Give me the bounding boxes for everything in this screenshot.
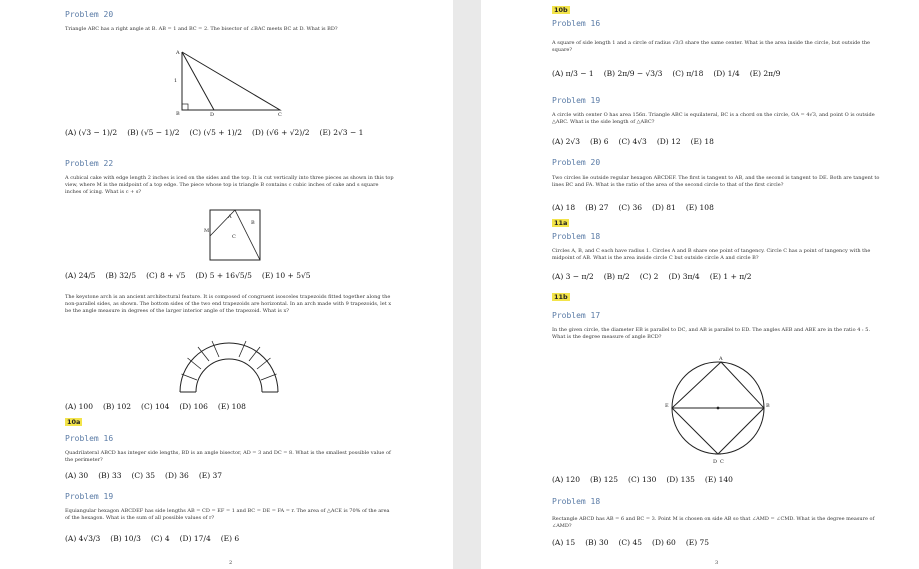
problem-20-choices — [65, 128, 363, 137]
problem-16-choices — [65, 471, 222, 480]
choice-c: (C) 45 — [618, 538, 643, 547]
label-a: A — [719, 356, 723, 362]
choice-e: (E) 108 — [685, 203, 714, 212]
choice-a: (A) 15 — [552, 538, 576, 547]
choice-e: (E) 1 + π/2 — [709, 272, 752, 281]
choice-e: (E) 2π/9 — [749, 69, 781, 78]
label-c: C — [232, 234, 236, 240]
contest-tag-11b: 11b — [554, 293, 568, 301]
page-number: 3 — [715, 560, 719, 566]
choice-b: (B) 33 — [98, 471, 122, 480]
choice-e: (E) 140 — [704, 475, 733, 484]
cake-top-view-figure — [204, 206, 266, 262]
choice-b: (B) 32/5 — [105, 271, 137, 280]
choice-a: (A) (√3 − 1)/2 — [65, 128, 118, 137]
arch-problem-text: The keystone arch is an ancient architectural feature. It is composed of congruent isosceles trapezoids fitted together along the non-parallel sides, as shown. The bottom sides of the two end trapezoids are horizontal. In an arch made with 9 trapezoids, let x be the angle measure in degrees of the larger interior angle of the trapezoid. What is x? — [65, 294, 392, 314]
choice-b: (B) 125 — [589, 475, 619, 484]
label-d: D — [713, 459, 718, 465]
choice-c: (C) 104 — [141, 402, 170, 411]
label-1: 1 — [174, 78, 178, 84]
choice-a: (A) 24/5 — [65, 271, 96, 280]
problem-19-text: A circle with center O has area 156π. Triangle ABC is equilateral, BC is a chord on the circle, OA = 4√3, and point O is outside △ABC. What is the side length of △ABC? — [552, 112, 875, 125]
problem-17-title: Problem 17 — [552, 311, 601, 320]
page-number: 2 — [229, 560, 233, 566]
contest-tag-11a: 11a — [554, 219, 568, 227]
choice-b: (B) 102 — [102, 402, 132, 411]
problem-17-text: In the given circle, the diameter EB is parallel to DC, and AB is parallel to ED. The angles AEB and ABE are in the ratio 4 : 5. What is the degree measure of angle BCD? — [552, 327, 871, 340]
problem-18-title: Problem 18 — [552, 232, 601, 241]
choice-d: (D) 17/4 — [179, 534, 211, 543]
keystone-arch-figure — [170, 328, 288, 394]
problem-18b-choices — [552, 538, 709, 547]
problem-16-title: Problem 16 — [552, 19, 601, 28]
choice-c: (C) 130 — [628, 475, 657, 484]
problem-22-text: A cubical cake with edge length 2 inches is iced on the sides and the top. It is cut vertically into three pieces as shown in this top view, where M is the midpoint of a top edge. The piece whose top is triangle B contains c cubic inches of cake and s square inches of icing. What is c + s? — [65, 175, 394, 195]
choice-a: (A) π/3 − 1 — [552, 69, 594, 78]
problem-19-choices — [552, 137, 714, 146]
problem-16-text: Quadrilateral ABCD has integer side lengths, BD is an angle bisector, AD = 3 and DC = 8. What is the smallest possible value of the perimeter? — [65, 450, 391, 463]
contest-tag-10a: 10a — [67, 418, 81, 426]
label-b: B — [251, 220, 255, 226]
choice-e: (E) 108 — [217, 402, 246, 411]
choice-a: (A) 100 — [65, 402, 93, 411]
choice-c: (C) 2 — [639, 272, 659, 281]
choice-a: (A) 2√3 — [552, 137, 580, 146]
label-b: B — [766, 403, 770, 409]
problem-16-text: A square of side length 1 and a circle of radius √3/3 share the same center. What is the area inside the circle, but outside the square? — [552, 40, 871, 53]
choice-a: (A) 30 — [65, 471, 89, 480]
problem-18b-title: Problem 18 — [552, 497, 601, 506]
choice-c: (C) 35 — [131, 471, 156, 480]
choice-d: (D) 135 — [666, 475, 695, 484]
label-c: C — [720, 459, 724, 465]
problem-17-choices — [552, 475, 733, 484]
left-page — [0, 0, 453, 569]
choice-e: (E) 75 — [685, 538, 710, 547]
choice-e: (E) 2√3 − 1 — [319, 128, 364, 137]
choice-e: (E) 10 + 5√5 — [261, 271, 311, 280]
problem-16-title: Problem 16 — [65, 434, 114, 443]
choice-c: (C) π/18 — [672, 69, 704, 78]
choice-b: (B) π/2 — [603, 272, 630, 281]
right-page — [481, 0, 919, 569]
choice-b: (B) (√5 − 1)/2 — [127, 128, 180, 137]
choice-b: (B) 6 — [589, 137, 609, 146]
label-d: D — [210, 112, 215, 116]
label-a: A — [228, 214, 232, 220]
choice-e: (E) 18 — [690, 137, 714, 146]
problem-20-title: Problem 20 — [552, 158, 601, 167]
choice-b: (B) 10/3 — [110, 534, 141, 543]
choice-d: (D) 106 — [179, 402, 208, 411]
choice-c: (C) (√5 + 1)/2 — [189, 128, 242, 137]
label-a: A — [176, 50, 180, 56]
choice-e: (E) 37 — [198, 471, 223, 480]
choice-d: (D) 60 — [652, 538, 676, 547]
label-m: M — [204, 228, 210, 234]
problem-18-choices — [552, 272, 751, 281]
problem-19-text: Equiangular hexagon ABCDEF has side lengths AB = CD = EF = 1 and BC = DE = FA = r. The area of △ACE is 70% of the area of the hexagon. What is the sum of all possible values of r? — [65, 508, 390, 521]
problem-18b-text: Rectangle ABCD has AB = 6 and BC = 3. Point M is chosen on side AB so that ∠AMD = ∠CMD. What is the degree measure of ∠AMD? — [552, 516, 875, 529]
problem-19-choices — [65, 534, 239, 543]
choice-d: (D) (√6 + √2)/2 — [251, 128, 310, 137]
choice-a: (A) 4√3/3 — [65, 534, 101, 543]
problem-22-title: Problem 22 — [65, 159, 114, 168]
choice-b: (B) 30 — [585, 538, 609, 547]
problem-22-choices — [65, 271, 311, 280]
problem-19-title: Problem 19 — [65, 492, 114, 501]
choice-a: (A) 18 — [552, 203, 576, 212]
choice-d: (D) 36 — [165, 471, 189, 480]
problem-20-text: Two circles lie outside regular hexagon ABCDEF. The first is tangent to AB, and the second is tangent to DE. Both are tangent to lines BC and FA. What is the ratio of the area of the second circle to that of the first circle? — [552, 175, 880, 188]
right-triangle-figure — [170, 48, 290, 116]
choice-c: (C) 4√3 — [618, 137, 647, 146]
choice-d: (D) 3π/4 — [668, 272, 700, 281]
problem-18-text: Circles A, B, and C each have radius 1. Circles A and B share one point of tangency. Circle C has a point of tangency with the midpoint of AB. What is the area inside circle C but outside circle A and circle B? — [552, 248, 871, 261]
choice-d: (D) 12 — [656, 137, 681, 146]
choice-d: (D) 5 + 16√5/5 — [195, 271, 252, 280]
problem-20-choices — [552, 203, 714, 212]
choice-d: (D) 81 — [652, 203, 676, 212]
contest-tag-10b: 10b — [554, 6, 568, 14]
choice-b: (B) 2π/9 − √3/3 — [603, 69, 663, 78]
problem-20-title: Problem 20 — [65, 10, 114, 19]
choice-c: (C) 4 — [150, 534, 170, 543]
problem-16-choices — [552, 69, 780, 78]
choice-c: (C) 36 — [618, 203, 643, 212]
label-b: B — [176, 111, 180, 116]
choice-e: (E) 6 — [220, 534, 240, 543]
choice-a: (A) 3 − π/2 — [552, 272, 594, 281]
problem-20-text: Triangle ABC has a right angle at B. AB = 1 and BC = 2. The bisector of ∠BAC meets BC at D. What is BD? — [65, 26, 338, 32]
label-c: C — [278, 112, 282, 116]
choice-a: (A) 120 — [552, 475, 580, 484]
choice-b: (B) 27 — [585, 203, 609, 212]
choice-c: (C) 8 + √5 — [146, 271, 186, 280]
choice-d: (D) 1/4 — [713, 69, 740, 78]
arch-problem-choices — [65, 402, 246, 411]
circle-geometry-figure — [661, 352, 776, 465]
problem-19-title: Problem 19 — [552, 96, 601, 105]
label-e: E — [665, 403, 669, 409]
